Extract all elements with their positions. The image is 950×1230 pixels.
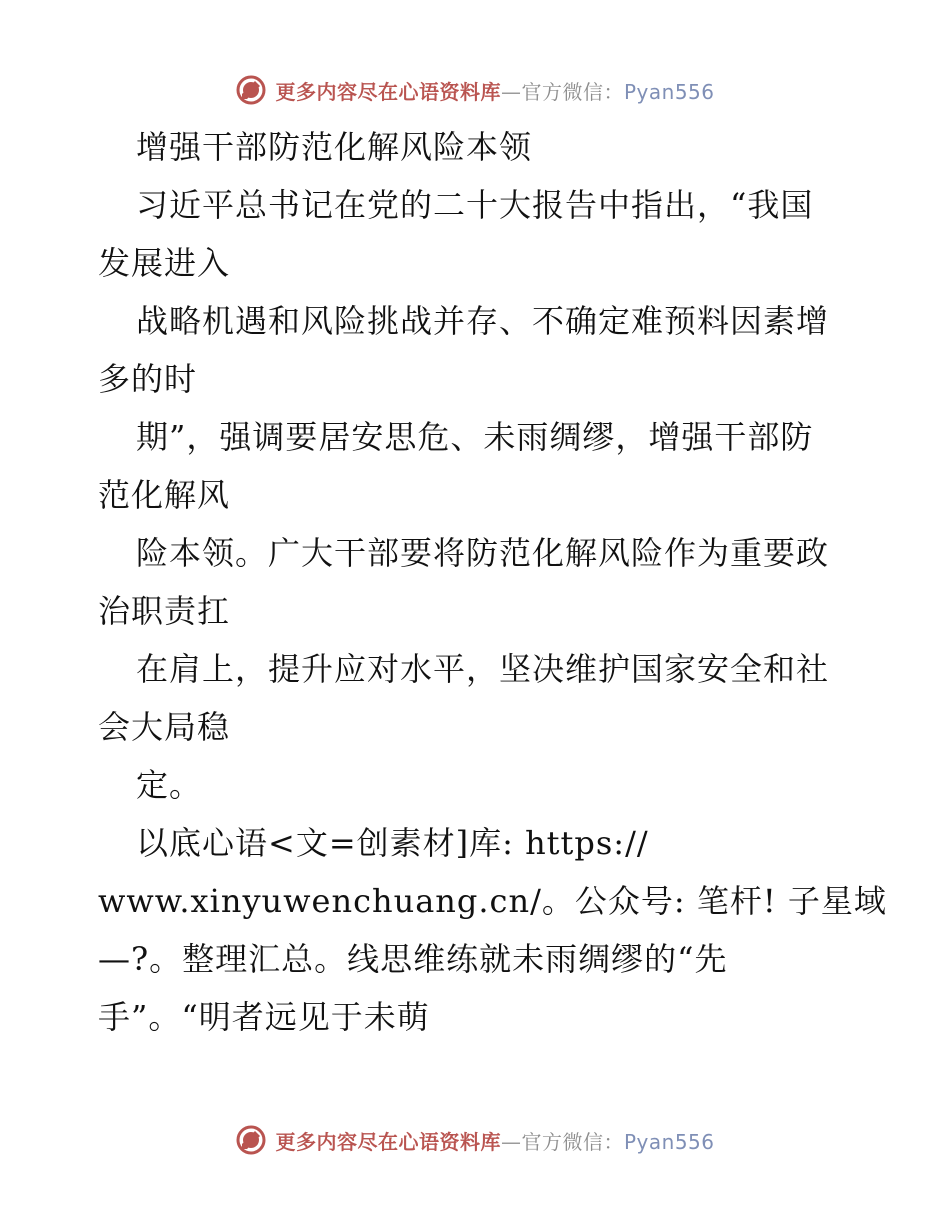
header-dash: — [500,79,522,104]
paragraph-line-5: 期”，强调要居安思危、未雨绸缪，增强干部防 [136,418,814,456]
footer-brand-text: 更多内容尽在心语资料库 [275,1129,501,1154]
paragraph-line-3: 战略机遇和风险挑战并存、不确定难预料因素增 [136,302,830,340]
red-pen-seal-icon [235,1124,267,1156]
paragraph-line-7: 险本领。广大干部要将防范化解风险作为重要政 [136,534,830,572]
paragraph-line-11: 定。 [136,766,203,804]
paragraph-line-4: 多的时 [98,360,198,398]
paragraph-line-6: 范化解风 [98,476,231,514]
document-title: 增强干部防范化解风险本领 [136,128,533,166]
paragraph-line-13: www.xinyuwenchuang.cn/。公众号: 笔杆! 子星域 [98,882,887,920]
footer-wechat-label: 官方微信： [521,1129,624,1154]
header-banner [0,70,950,110]
paragraph-line-10: 会大局稳 [98,708,231,746]
footer-wechat-id: Pyan556 [623,1129,715,1154]
paragraph-line-15: 手”。“明者远见于未萌 [98,998,430,1036]
paragraph-line-2: 发展进入 [98,244,231,282]
red-pen-seal-icon [235,74,267,106]
header-wechat-id: Pyan556 [623,79,715,104]
header-brand-text: 更多内容尽在心语资料库 [275,79,501,104]
footer-dash: — [500,1129,522,1154]
footer-banner-text [275,1126,714,1155]
header-wechat-label: 官方微信： [521,79,624,104]
paragraph-line-8: 治职责扛 [98,592,231,630]
paragraph-line-14: —?。整理汇总。线思维练就未雨绸缪的“先 [98,940,728,978]
paragraph-line-12: 以底心语<文=创素材]库: https:// [136,824,649,862]
document-body [98,118,887,1046]
paragraph-line-9: 在肩上，提升应对水平，坚决维护国家安全和社 [136,650,830,688]
paragraph-line-1: 习近平总书记在党的二十大报告中指出，“我国 [136,186,814,224]
header-banner-text [275,76,714,105]
footer-banner [0,1120,950,1160]
